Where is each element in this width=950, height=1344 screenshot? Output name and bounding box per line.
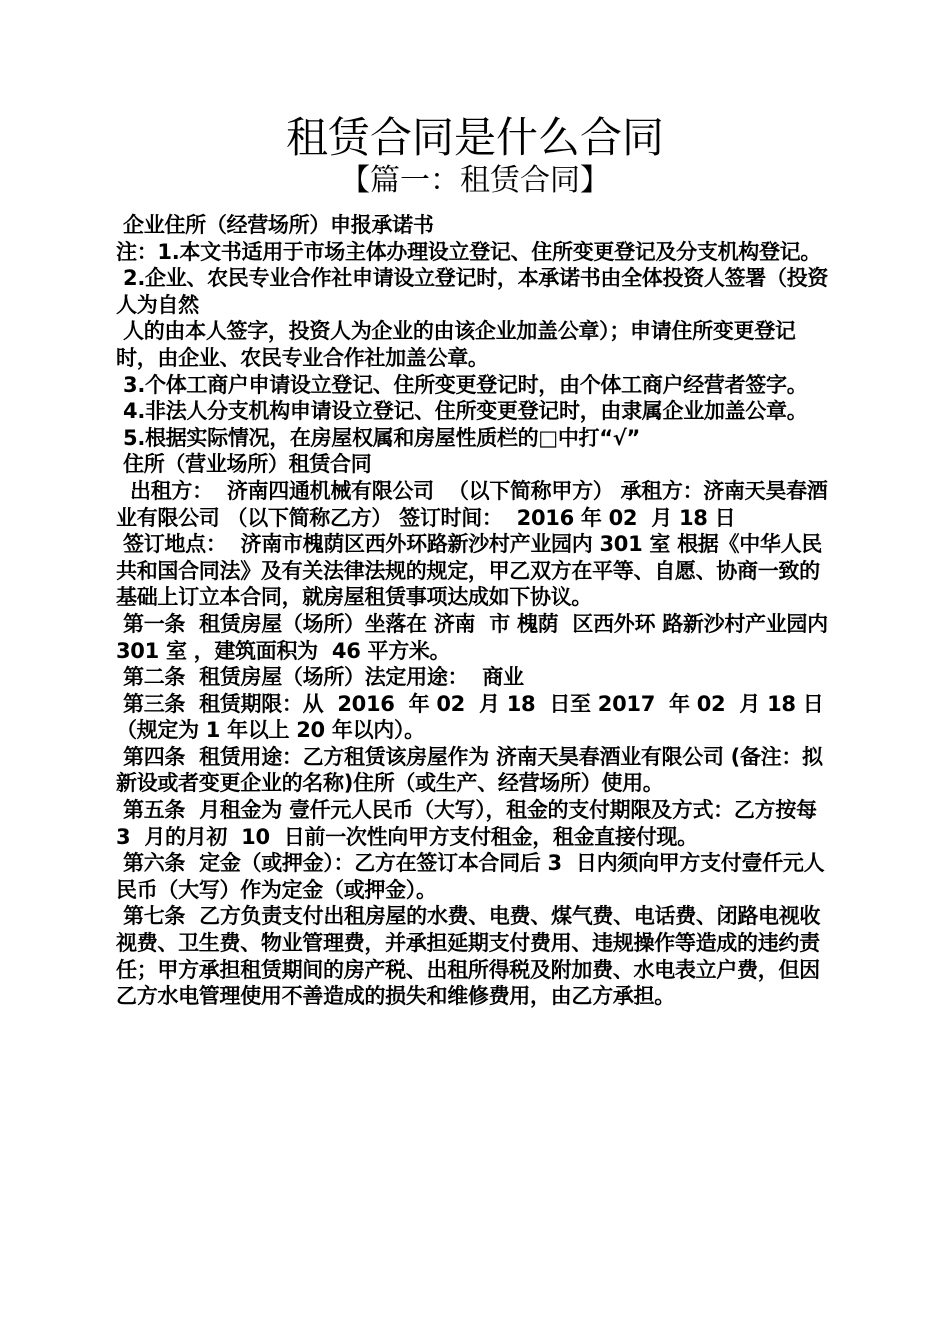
paragraph-note-4: 4.非法人分支机构申请设立登记、住所变更登记时，由隶属企业加盖公章。 [116,399,808,424]
paragraph-article-1: 第一条 租赁房屋（场所）坐落在 济南 市 槐荫 区西外环 路新沙村产业园内 301 室 ，建筑面积为 46 平方米。 [116,611,835,663]
paragraph-note-3: 3.个体工商户申请设立登记、住所变更登记时，由个体工商户经营者签字。 [116,372,808,397]
paragraph-article-7: 第七条 乙方负责支付出租房屋的水费、电费、煤气费、电话费、闭路电视收视费、卫生费、物业管理费，并承担延期支付费用、违规操作等造成的违约责任；甲方承担租赁期间的房产税、出租所得税及附加费、水电表立户费，但因乙方水电管理使用不善造成的损失和维修费用，由乙方承担。 [116,904,821,1009]
paragraph-contract-heading: 住所（营业场所）租赁合同 [116,452,372,477]
paragraph-commitment-heading: 企业住所（经营场所）申报承诺书 [116,213,434,237]
document-subtitle: 【篇一：租赁合同】 [340,163,610,198]
document-body [116,212,836,1010]
paragraph-article-6: 第六条 定金（或押金）：乙方在签订本合同后 3 日内须向甲方支付壹仟元人民币（大写）作为定金（或押金）。 [116,851,825,902]
paragraph-note-2-cont: 人的由本人签字，投资人为企业的由该企业加盖公章）；申请住所变更登记时，由企业、农民专业合作社加盖公章。 [116,319,796,370]
paragraph-parties: 出租方： 济南四通机械有限公司 （以下简称甲方） 承租方：济南天昊春酒业有限公司 （以下简称乙方） 签订时间： 2016 年 02 月 18 日 [116,478,828,530]
paragraph-note-1: 注：1.本文书适用于市场主体办理设立登记、住所变更登记及分支机构登记。 [116,239,822,264]
paragraph-article-4: 第四条 租赁用途：乙方租赁该房屋作为 济南天昊春酒业有限公司 (备注：拟新设或者变更企业的名称)住所（或生产、经营场所）使用。 [116,744,823,796]
paragraph-note-2: 2.企业、农民专业合作社申请设立登记时，本承诺书由全体投资人签署（投资人为自然 [116,266,829,317]
paragraph-note-5: 5.根据实际情况，在房屋权属和房屋性质栏的□中打“√” [116,425,640,450]
document-title: 租赁合同是什么合同 [285,113,664,162]
paragraph-location-preamble: 签订地点： 济南市槐荫区西外环路新沙村产业园内 301 室 根据《中华人民共和国合同法》及有关法律法规的规定，甲乙双方在平等、自愿、协商一致的基础上订立本合同，就房屋租赁事项达成如下协议。 [116,532,823,610]
paragraph-article-2: 第二条 租赁房屋（场所）法定用途： 商业 [116,665,524,690]
paragraph-article-3: 第三条 租赁期限：从 2016 年 02 月 18 日至 2017 年 02 月 18 日（规定为 1 年以上 20 年以内）。 [116,691,824,743]
paragraph-article-5: 第五条 月租金为 壹仟元人民币（大写），租金的支付期限及方式：乙方按每 3 月的月初 10 日前一次性向甲方支付租金，租金直接付现。 [116,798,831,849]
